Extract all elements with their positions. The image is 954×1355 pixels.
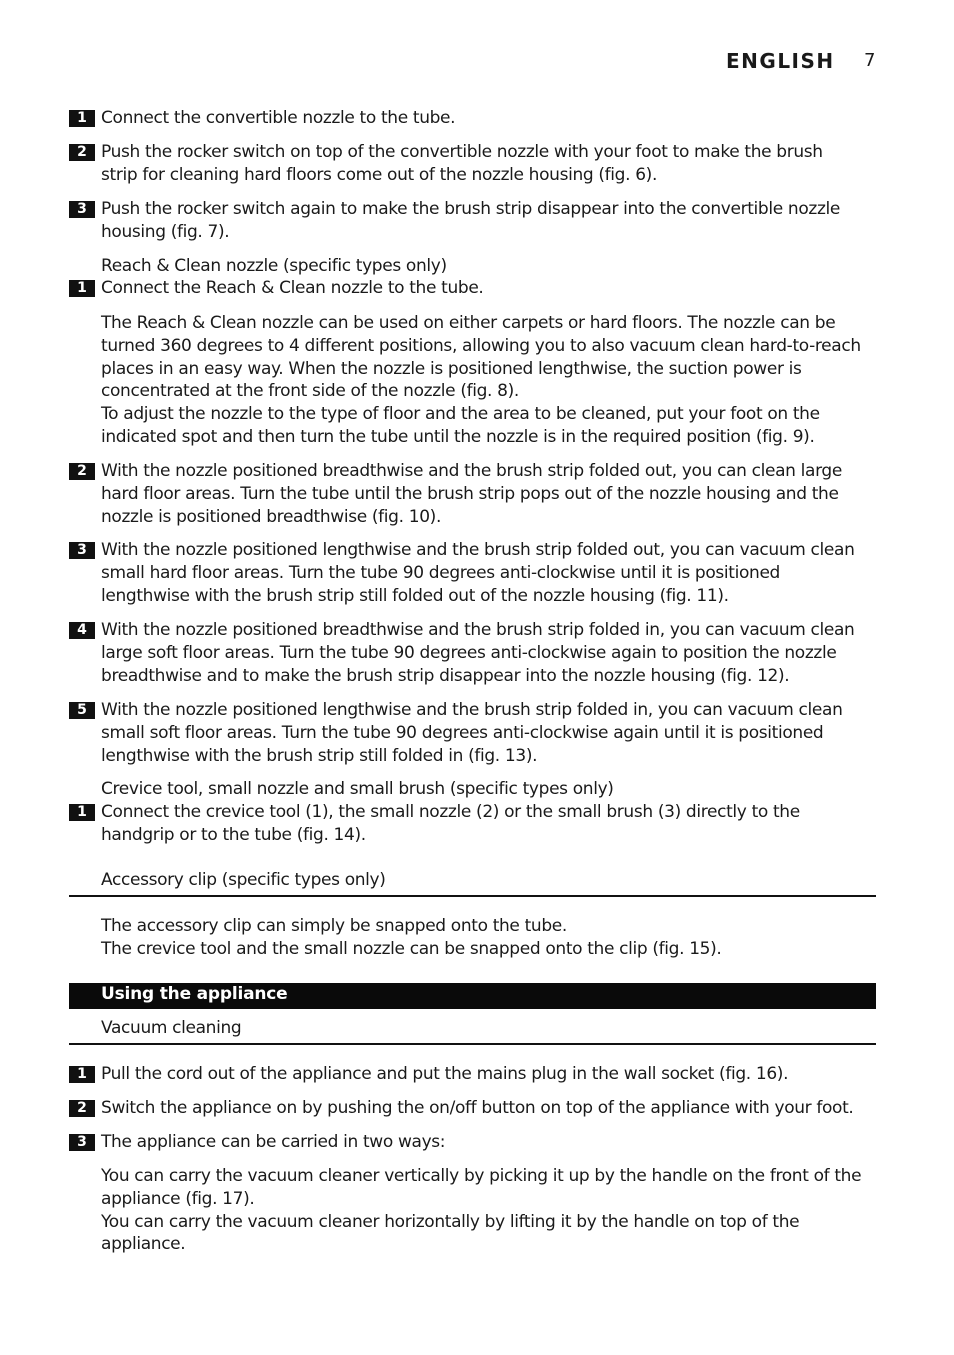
step-number: 3 [69, 542, 95, 559]
subsection-heading: Reach & Clean nozzle (specific types only) [101, 256, 447, 276]
step-number: 2 [69, 144, 95, 161]
step-text: Connect the convertible nozzle to the tube. [101, 108, 456, 128]
body-paragraph: The accessory clip can simply be snapped onto the tube. The crevice tool and the small nozzle can be snapped onto the clip (fig. 15). [101, 916, 722, 959]
step-text: Push the rocker switch again to make the brush strip disappear into the convertible nozzle housing (fig. 7). [101, 199, 841, 242]
body-paragraph: You can carry the vacuum cleaner vertically by picking it up by the handle on the front of the appliance (fig. 17). You can carry the vacuum cleaner horizontally by lifting it by the handle on top of the appliance. [101, 1166, 862, 1255]
step-text: Push the rocker switch on top of the convertible nozzle with your foot to make the brush strip for cleaning hard floors come out of the nozzle housing (fig. 6). [101, 142, 823, 185]
step-number: 1 [69, 110, 95, 127]
step-number: 3 [69, 201, 95, 218]
subsection-heading: Vacuum cleaning [101, 1018, 242, 1038]
section-title-bar [69, 983, 876, 1009]
section-title: Using the appliance [101, 984, 288, 1004]
section-divider [69, 1043, 876, 1045]
step-number: 5 [69, 702, 95, 719]
step-number: 4 [69, 622, 95, 639]
subsection-heading: Crevice tool, small nozzle and small brush (specific types only) [101, 779, 614, 799]
step-number: 2 [69, 463, 95, 480]
section-language-label: ENGLISH [726, 49, 835, 73]
body-paragraph: The Reach & Clean nozzle can be used on either carpets or hard floors. The nozzle can be turned 360 degrees to 4 different positions, allowing you to also vacuum clean hard-to-reach places in an easy way. When the nozzle is positioned lengthwise, the suction power is concentrated at the front side of the nozzle (fig. 8). To adjust the nozzle to the type of floor and the area to be cleaned, put your foot on the indicated spot and then turn the tube until the nozzle is in the required position (fig. 9). [101, 313, 861, 447]
step-number: 2 [69, 1100, 95, 1117]
page-number: 7 [864, 50, 876, 71]
step-text: Pull the cord out of the appliance and put the mains plug in the wall socket (fig. 16). [101, 1064, 789, 1084]
step-text: With the nozzle positioned breadthwise and the brush strip folded out, you can clean large hard floor areas. Turn the tube until the brush strip pops out of the nozzle housing and the nozzle is positioned breadthwise (fig. 10). [101, 461, 842, 527]
step-text: The appliance can be carried in two ways: [101, 1132, 446, 1152]
step-text: With the nozzle positioned lengthwise and the brush strip folded out, you can vacuum clean small hard floor areas. Turn the tube 90 degrees anti-clockwise until it is positioned lengthwise with the brush strip still folded out of the nozzle housing (fig. 11). [101, 540, 855, 606]
step-text: Connect the crevice tool (1), the small nozzle (2) or the small brush (3) directly to the handgrip or to the tube (fig. 14). [101, 802, 800, 845]
subsection-heading: Accessory clip (specific types only) [101, 870, 386, 890]
step-number: 1 [69, 804, 95, 821]
step-text: With the nozzle positioned breadthwise and the brush strip folded in, you can vacuum clean large soft floor areas. Turn the tube 90 degrees anti-clockwise again to position the nozzle breadthwise and to make the brush strip disappear into the nozzle housing (fig. 12). [101, 620, 855, 686]
step-text: Switch the appliance on by pushing the on/off button on top of the appliance with your foot. [101, 1098, 854, 1118]
step-number: 3 [69, 1134, 95, 1151]
step-text: Connect the Reach & Clean nozzle to the tube. [101, 278, 484, 298]
step-number: 1 [69, 1066, 95, 1083]
section-divider [69, 895, 876, 897]
step-number: 1 [69, 280, 95, 297]
step-text: With the nozzle positioned lengthwise and the brush strip folded in, you can vacuum clean small soft floor areas. Turn the tube 90 degrees anti-clockwise again until it is positioned lengthwise with the brush strip still folded in (fig. 13). [101, 700, 843, 766]
